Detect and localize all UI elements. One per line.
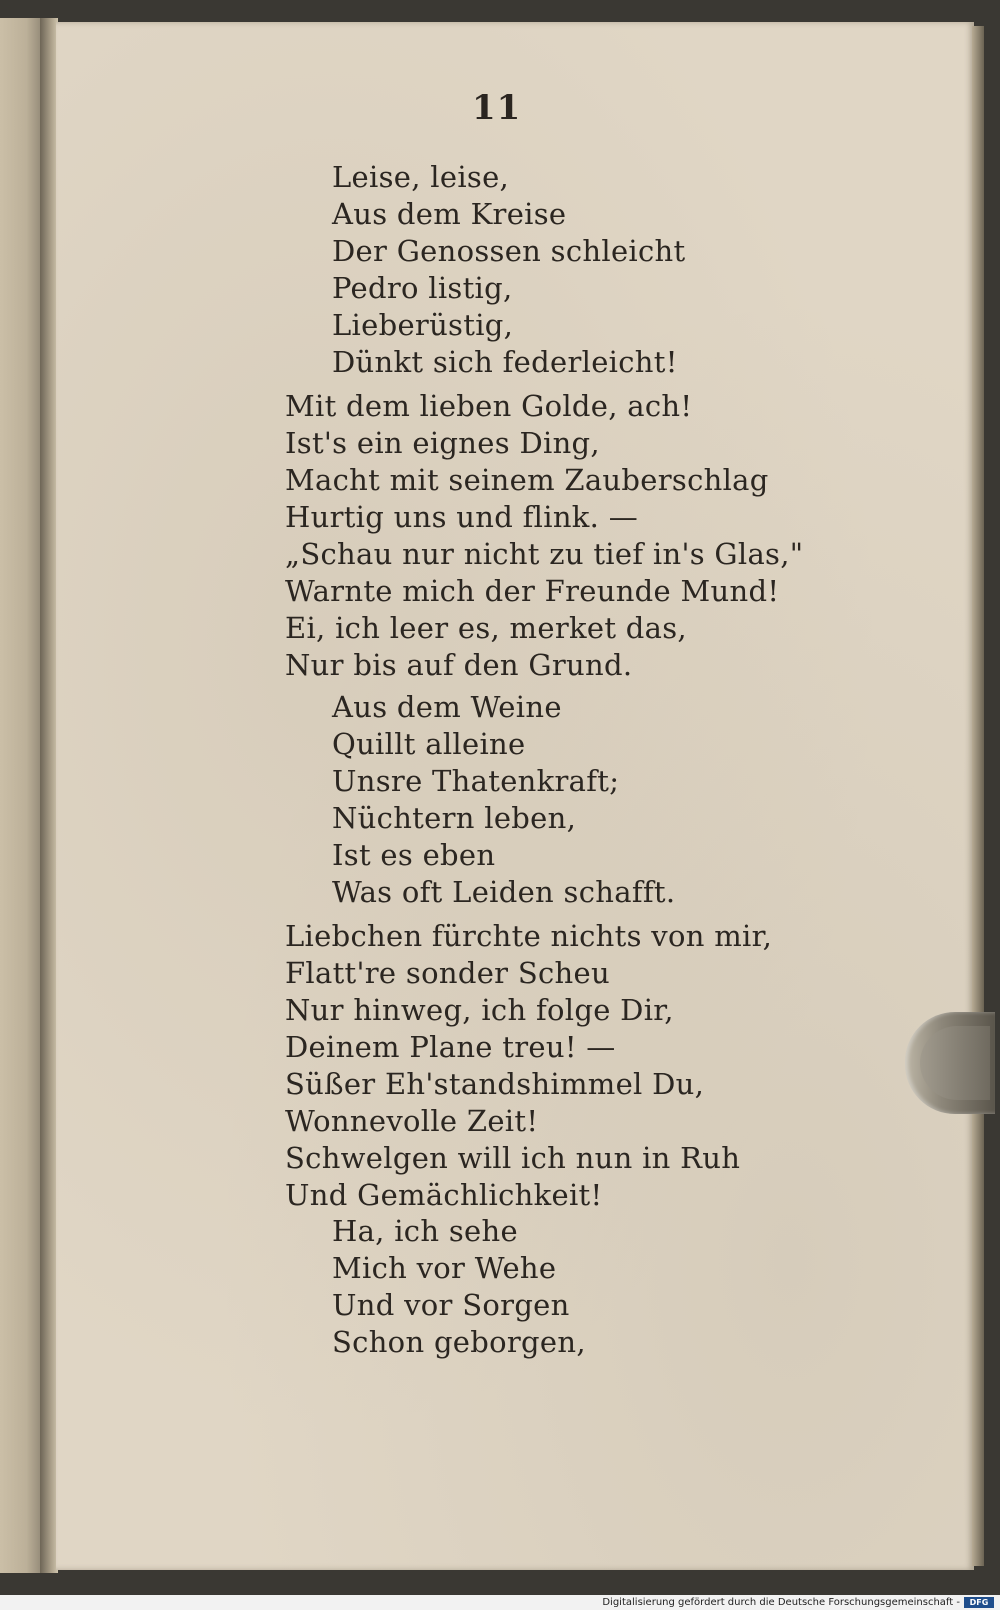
facing-page-edge: [0, 18, 44, 1573]
poem-line: Dünkt sich federleicht!: [332, 345, 678, 379]
poem-line: Ist es eben: [332, 838, 496, 872]
poem-line: Und vor Sorgen: [332, 1288, 570, 1322]
poem-line: Der Genossen schleicht: [332, 234, 686, 268]
poem-line: Nur hinweg, ich folge Dir,: [285, 993, 674, 1027]
poem-line: Deinem Plane treu! —: [285, 1030, 616, 1064]
poem-line: Aus dem Kreise: [332, 197, 567, 231]
poem-line: Warnte mich der Freunde Mund!: [285, 574, 780, 608]
poem-line: Wonnevolle Zeit!: [285, 1104, 539, 1138]
poem-line: Lieberüstig,: [332, 308, 514, 342]
poem-line: Schwelgen will ich nun in Ruh: [285, 1141, 741, 1175]
poem-line: Nüchtern leben,: [332, 801, 577, 835]
poem-line: Pedro listig,: [332, 271, 513, 305]
poem-line: Mich vor Wehe: [332, 1251, 557, 1285]
poem-line: Flatt're sonder Scheu: [285, 956, 610, 990]
poem-line: Leise, leise,: [332, 160, 510, 194]
poem-line: Aus dem Weine: [332, 690, 562, 724]
poem-line: Was oft Leiden schafft.: [332, 875, 676, 909]
funding-notice: Digitalisierung gefördert durch die Deutsche Forschungsgemeinschaft -: [602, 1597, 960, 1608]
page-number: 11: [472, 88, 522, 128]
page-clip-inner: [920, 1026, 990, 1100]
poem-line: Schon geborgen,: [332, 1325, 586, 1359]
page-edge-shadow: [972, 26, 984, 1566]
poem-line: Und Gemächlichkeit!: [285, 1178, 603, 1212]
poem-line: Ei, ich leer es, merket das,: [285, 611, 687, 645]
poem-line: Hurtig uns und flink. —: [285, 500, 639, 534]
poem-line: Ist's ein eignes Ding,: [285, 426, 600, 460]
footer-bar: [0, 1595, 1000, 1610]
poem-line: Nur bis auf den Grund.: [285, 648, 633, 682]
poem-line: „Schau nur nicht zu tief in's Glas,": [285, 537, 804, 571]
poem-line: Macht mit seinem Zauberschlag: [285, 463, 769, 497]
poem-line: Süßer Eh'standshimmel Du,: [285, 1067, 705, 1101]
poem-line: Liebchen fürchte nichts von mir,: [285, 919, 773, 953]
poem-line: Ha, ich sehe: [332, 1214, 518, 1248]
poem-line: Unsre Thatenkraft;: [332, 764, 620, 798]
dfg-logo: DFG: [964, 1597, 994, 1608]
poem-line: Mit dem lieben Golde, ach!: [285, 389, 693, 423]
poem-line: Quillt alleine: [332, 727, 526, 761]
